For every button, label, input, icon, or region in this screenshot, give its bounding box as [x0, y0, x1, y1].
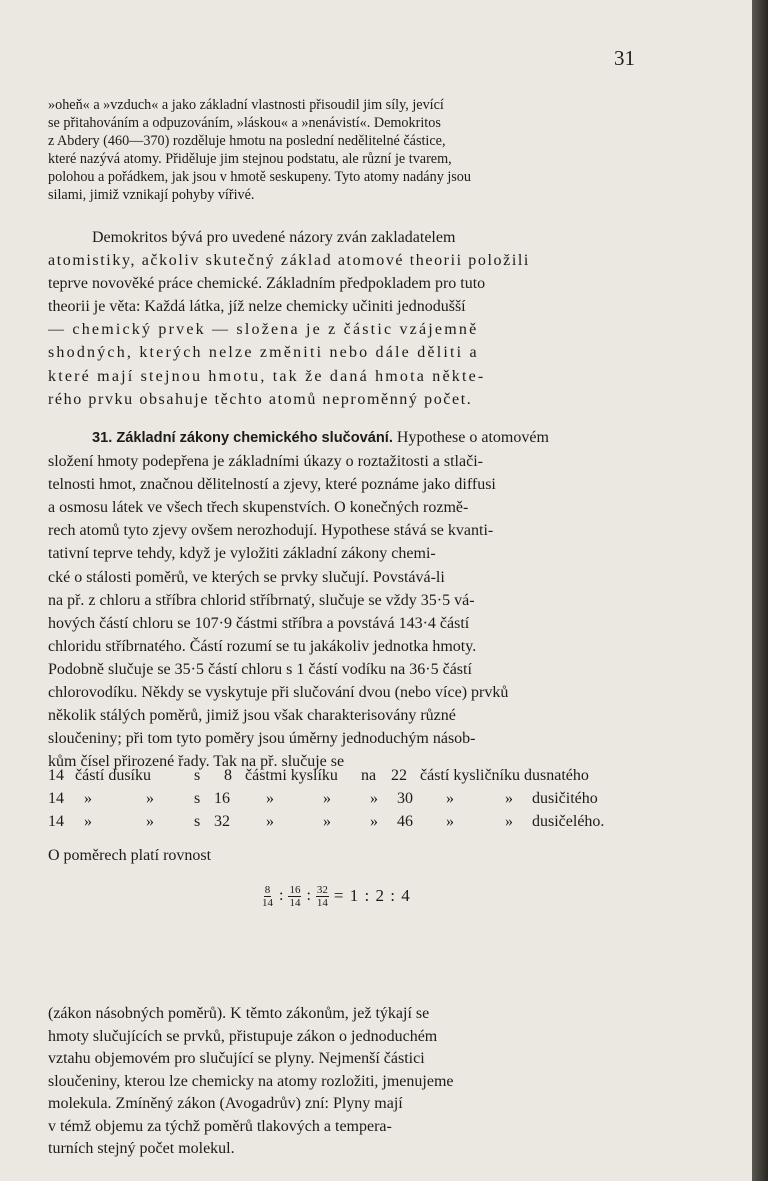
paragraph-greek-philosophy — [48, 96, 648, 204]
table-cell: » — [505, 813, 513, 830]
text-line: Podobně slučuje se 35·5 částí chloru s 1 částí vodíku na 36·5 částí — [48, 660, 472, 678]
text-line: teprve novověké práce chemické. Základním předpokladem pro tuto — [48, 275, 486, 293]
table-cell: 30 — [397, 790, 413, 807]
table-cell: » — [84, 813, 92, 830]
table-cell: s — [194, 790, 201, 807]
section-heading: 31. Základní zákony chemického slučování. — [92, 430, 393, 446]
text-line: z Abdery (460—370) rozděluje hmotu na poslední nedělitelné částice, — [48, 133, 446, 149]
table-cell: 8 — [224, 767, 232, 784]
formula-result: = 1 : 2 : 4 — [333, 886, 411, 905]
text-line: rého prvku obsahuje těchto atomů neproměnný počet. — [48, 390, 473, 408]
text-line: silami, jimiž vznikají pohyby vířivé. — [48, 187, 255, 203]
denominator: 14 — [316, 896, 328, 909]
table-row — [48, 790, 668, 813]
text-line: a osmosu látek ve všech třech skupenstvích. O konečných rozmě- — [48, 499, 469, 517]
table-cell: s — [194, 767, 201, 784]
table-cell: » — [446, 790, 454, 807]
page-number: 31 — [614, 46, 635, 70]
table-row — [48, 767, 668, 790]
paragraph-multiple-proportions — [48, 1003, 648, 1161]
ratio-formula — [260, 877, 411, 915]
text-line: theorii je věta: Každá látka, jíž nelze chemicky učiniti jednodušší — [48, 298, 466, 316]
numerator: 32 — [316, 883, 328, 896]
text-line: (zákon násobných poměrů). K těmto zákonům, jež týkají se — [48, 1005, 430, 1022]
text-line: vztahu objemovém pro slučující se plyny. Nejmenší částici — [48, 1050, 425, 1067]
table-cell: » — [370, 790, 378, 807]
table-cell: s — [194, 813, 201, 830]
colon-symbol: : — [306, 887, 311, 904]
text-line: shodných, kterých nelze změniti nebo dále děliti a — [48, 344, 479, 362]
table-cell: 14 — [48, 790, 64, 807]
table-cell: 32 — [214, 813, 230, 830]
table-cell: dusičitého — [532, 790, 598, 807]
text-line: Hypothese o atomovém — [396, 429, 549, 446]
denominator: 14 — [289, 896, 301, 909]
text-line: sloučeniny; při tom tyto poměry jsou úměrny jednoduchým násob- — [48, 730, 476, 748]
text-line: — chemický prvek — složena je z částic vzájemně — [48, 321, 479, 339]
table-cell: 46 — [397, 813, 413, 830]
text-line: turních stejný počet molekul. — [48, 1140, 235, 1157]
text-line: v témž objemu za týchž poměrů tlakových a tempera- — [48, 1117, 392, 1135]
table-cell: » — [505, 790, 513, 807]
ratio-label: O poměrech platí rovnost — [48, 847, 212, 864]
text-line: molekula. Zmíněný zákon (Avogadrův) zní: Plyny mají — [48, 1095, 403, 1112]
table-cell: » — [84, 790, 92, 807]
text-line: cké o stálosti poměrů, ve kterých se prvky slučují. Povstává-li — [48, 568, 445, 586]
text-line: chloridu stříbrnatého. Částí rozumí se tu jakákoliv jednotka hmoty. — [48, 637, 477, 655]
text-line: chlorovodíku. Někdy se vyskytuje při slučování dvou (nebo více) prvků — [48, 684, 509, 702]
table-cell: částí kysličníku dusnatého — [420, 767, 589, 784]
text-line: hmoty slučujících se prvků, přistupuje zákon o jednoduchém — [48, 1027, 438, 1045]
text-line: složení hmoty podepřena je základními úkazy o roztažitosti a stlači- — [48, 453, 483, 471]
fraction — [288, 884, 301, 909]
text-line: tativní teprve tehdy, když je vyložiti základní zákony chemi- — [48, 545, 436, 563]
fraction — [261, 884, 274, 909]
denominator: 14 — [262, 896, 273, 909]
table-cell: » — [146, 813, 154, 830]
table-cell: 22 — [391, 767, 407, 784]
text-line: »oheň« a »vzduch« a jako základní vlastnosti přisoudil jim síly, jevící — [48, 97, 444, 113]
text-line: které nazývá atomy. Přiděluje jim stejnou podstatu, ale různí je tvarem, — [48, 151, 452, 167]
table-cell: » — [370, 813, 378, 830]
table-cell: 14 — [48, 813, 64, 830]
numerator: 16 — [289, 883, 301, 896]
text-line: kům čísel přirozené řady. Tak na př. slučuje se — [48, 753, 345, 771]
text-line: rech atomů tyto zjevy ovšem nerozhodují. Hypothese stává se kvanti- — [48, 522, 494, 540]
text-line: hových částí chloru se 107·9 částmi stříbra a povstává 143·4 částí — [48, 614, 470, 632]
text-line: několik stálých poměrů, jimiž jsou však charakterisovány různé — [48, 707, 456, 725]
table-cell: » — [266, 813, 274, 830]
table-cell: » — [446, 813, 454, 830]
table-cell: » — [266, 790, 274, 807]
table-cell: » — [323, 813, 331, 830]
text-line: Demokritos bývá pro uvedené názory zván zakladatelem — [92, 229, 456, 246]
text-line: sloučeniny, kterou lze chemicky na atomy rozložiti, jmenujeme — [48, 1072, 454, 1090]
table-cell: » — [146, 790, 154, 807]
numerator: 8 — [264, 883, 271, 896]
table-cell: částí dusíku — [75, 767, 151, 784]
table-cell: 14 — [48, 767, 64, 784]
text-line: které mají stejnou hmotu, tak že daná hmota někte- — [48, 367, 486, 385]
table-row — [48, 813, 668, 836]
colon-symbol: : — [279, 887, 284, 904]
text-line: atomistiky, ačkoliv skutečný základ atomové theorii položili — [48, 252, 530, 270]
text-line: telnosti hmot, značnou dělitelností a zjevy, které poznáme jako diffusi — [48, 476, 496, 494]
paragraph-atomistics — [48, 226, 648, 411]
nitrogen-oxides-table — [48, 767, 668, 836]
text-line: se přitahováním a odpuzováním, »láskou« a »nenávistí«. Demokritos — [48, 115, 441, 131]
table-cell: » — [323, 790, 331, 807]
table-cell: dusičelého. — [532, 813, 605, 830]
table-cell: částmi kyslíku — [245, 767, 338, 784]
table-cell: 16 — [214, 790, 230, 807]
section-31 — [48, 426, 648, 773]
table-cell: na — [361, 767, 377, 784]
text-line: na př. z chloru a stříbra chlorid stříbrnatý, slučuje se vždy 35·5 vá- — [48, 591, 475, 609]
fraction — [316, 884, 329, 909]
text-line: polohou a pořádkem, jak jsou v hmotě seskupeny. Tyto atomy nadány jsou — [48, 169, 471, 185]
book-edge — [752, 0, 768, 1181]
